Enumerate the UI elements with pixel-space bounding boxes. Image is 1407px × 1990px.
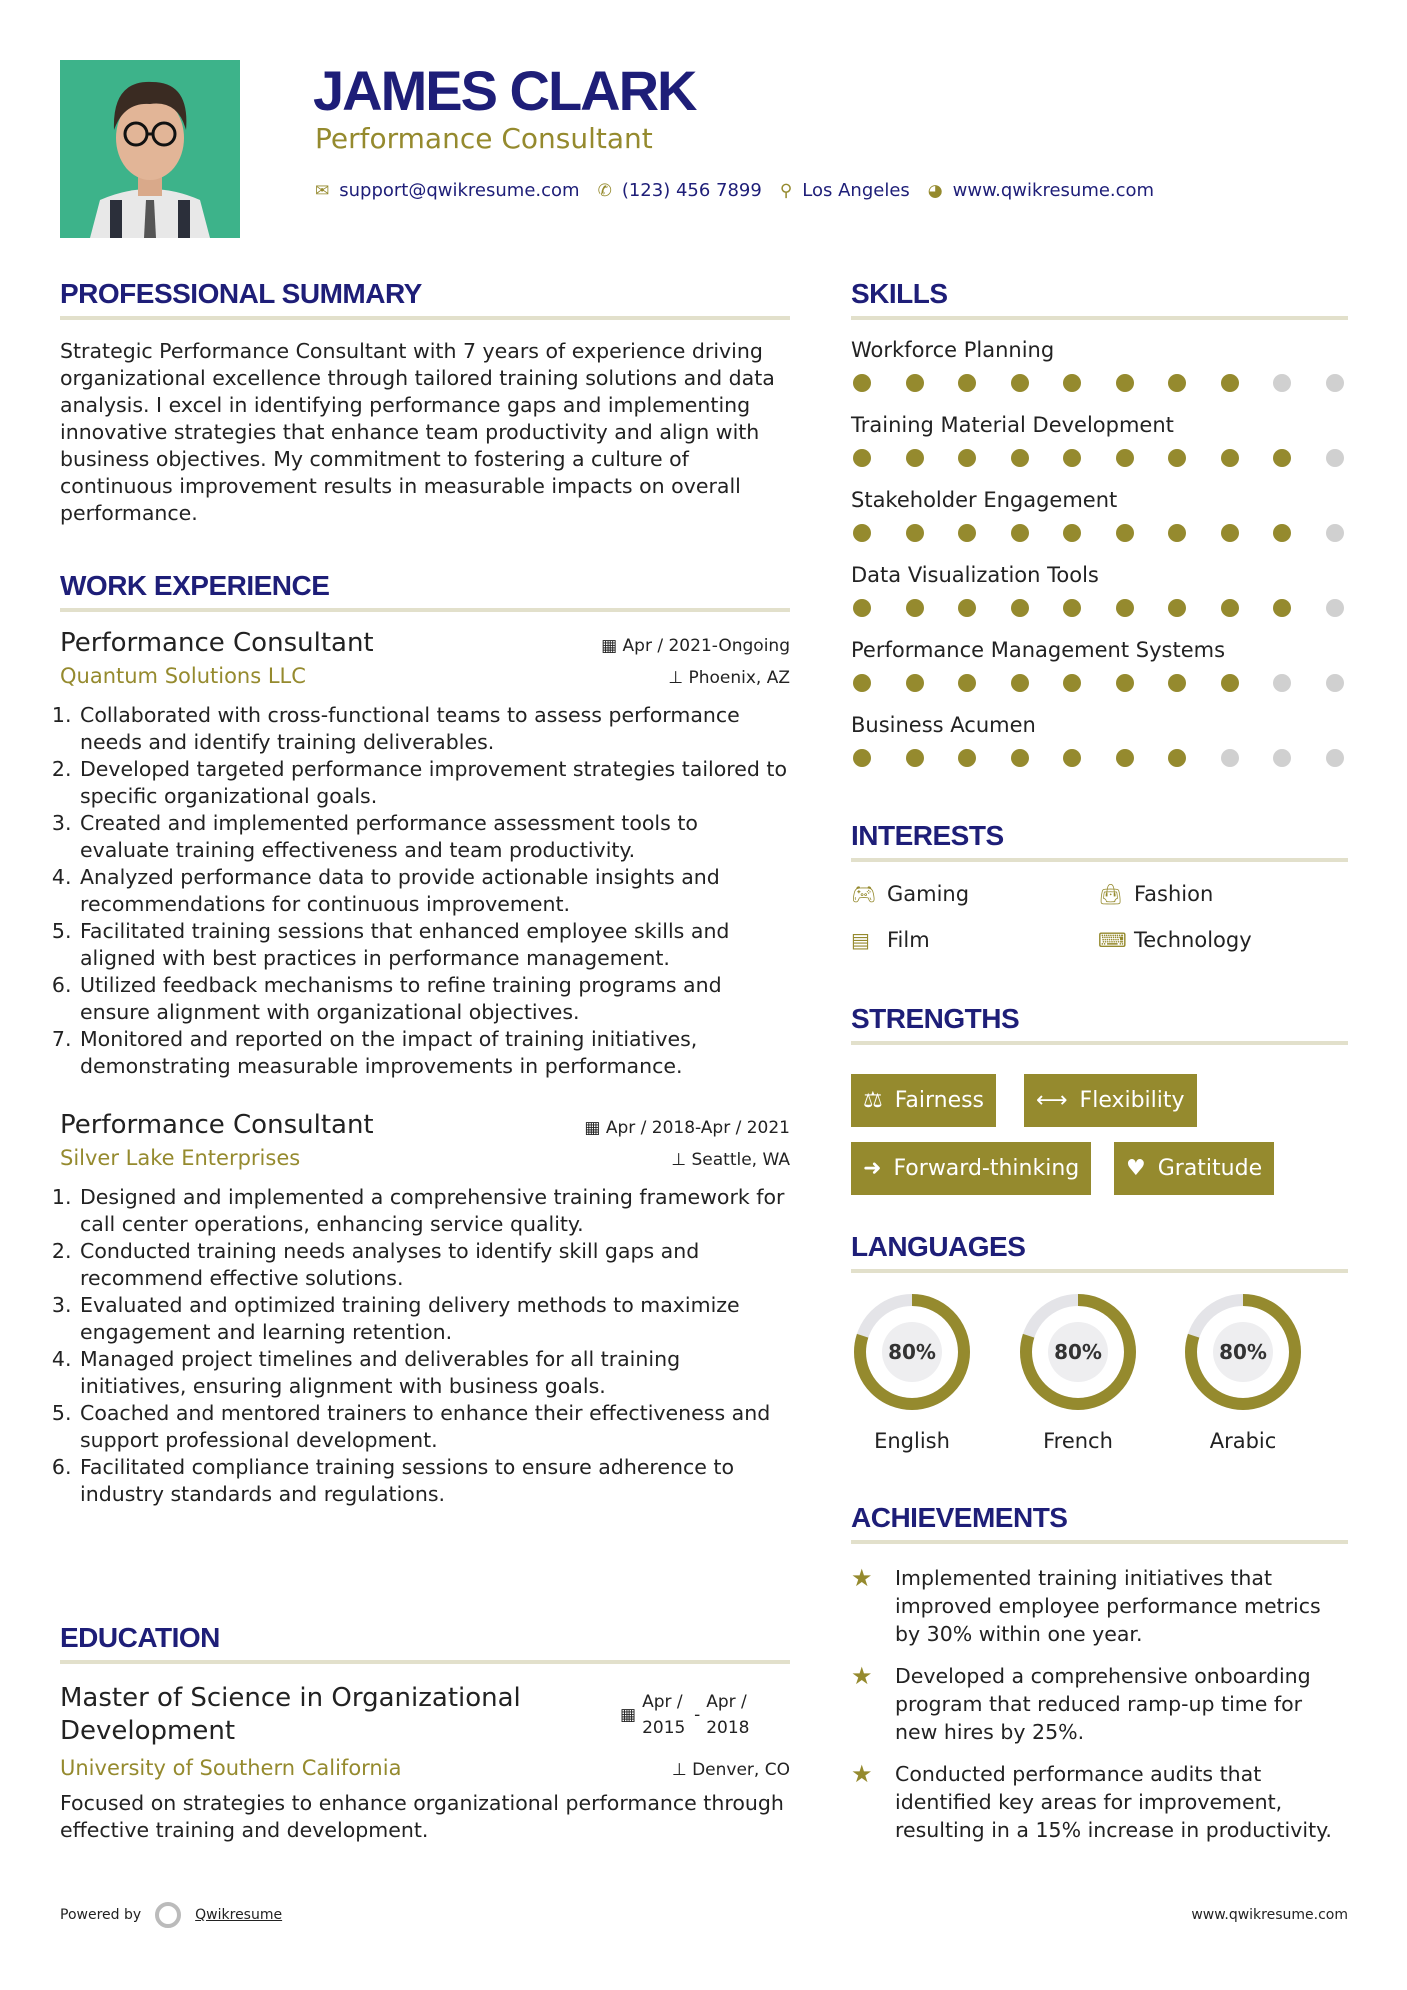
skill-name: Data Visualization Tools (851, 563, 1099, 587)
rating-dot-empty (1273, 374, 1291, 392)
rating-dot-empty (1221, 749, 1239, 767)
star-icon: ★ (851, 1760, 873, 1788)
achievement-item (851, 1564, 1348, 1648)
skill-rating (851, 674, 1348, 692)
rating-dot-filled (1168, 374, 1186, 392)
section-heading: WORK EXPERIENCE (60, 570, 790, 612)
language-percent: 80% (1054, 1340, 1102, 1364)
rating-dot-filled (958, 524, 976, 542)
language-name: French (1043, 1429, 1113, 1453)
strength-label: Flexibility (1079, 1088, 1185, 1113)
strength-gratitude (1114, 1142, 1274, 1195)
contact-website[interactable]: www.qwikresume.com (952, 180, 1155, 201)
rating-dot-filled (1063, 449, 1081, 467)
achievement-text: Implemented training initiatives that improved employee performance metrics by 30% within one year. (895, 1566, 1321, 1646)
rating-dot-filled (1221, 524, 1239, 542)
achievement-item (851, 1662, 1348, 1746)
rating-dot-filled (1221, 449, 1239, 467)
bullet: 5. Facilitated training sessions that enhanced employee skills and aligned with best practices in performance management. (78, 918, 790, 972)
rating-dot-filled (1063, 599, 1081, 617)
rating-dot-filled (1168, 749, 1186, 767)
contact-location: Los Angeles (802, 180, 910, 201)
bullet: 1. Designed and implemented a comprehensive training framework for call center operations, enhancing service quality. (78, 1184, 790, 1238)
rating-dot-filled (906, 374, 924, 392)
skill-item (851, 338, 1348, 413)
skill-name: Workforce Planning (851, 338, 1055, 362)
candidate-title: Performance Consultant (315, 122, 653, 155)
language-ring (1017, 1291, 1139, 1413)
rating-dot-filled (906, 524, 924, 542)
company-name: Silver Lake Enterprises (60, 1146, 301, 1170)
rating-dot-filled (906, 674, 924, 692)
bullet: 7. Monitored and reported on the impact of training initiatives, demonstrating measurable improvements in performance. (78, 1026, 790, 1080)
contact-bar (315, 180, 1154, 201)
rating-dot-empty (1326, 449, 1344, 467)
brand-link[interactable]: Qwikresume (195, 1907, 283, 1923)
powered-by-label: Powered by (60, 1907, 142, 1923)
strength-fairness (851, 1074, 996, 1127)
section-heading: LANGUAGES (851, 1231, 1348, 1273)
edu-end: Apr / 2018 (706, 1692, 750, 1738)
pin-icon: ⊥ (671, 1760, 693, 1780)
language-name: Arabic (1209, 1429, 1277, 1453)
interest-label: Gaming (887, 882, 970, 906)
rating-dot-empty (1326, 524, 1344, 542)
laptop-icon: ⌨ (1098, 928, 1127, 952)
school-name: University of Southern California (60, 1756, 402, 1780)
contact-phone: (123) 456 7899 (621, 180, 762, 201)
footer-website[interactable]: www.qwikresume.com (1191, 1907, 1348, 1923)
qwikresume-logo-icon (155, 1902, 181, 1928)
language-french (1017, 1291, 1139, 1453)
rating-dot-filled (853, 599, 871, 617)
strength-label: Forward-thinking (893, 1156, 1080, 1181)
bullet: 2. Conducted training needs analyses to identify skill gaps and recommend effective solutions. (78, 1238, 790, 1292)
rating-dot-empty (1273, 749, 1291, 767)
language-english (851, 1291, 973, 1453)
shopping-bag-icon: 👜︎ (1098, 882, 1124, 906)
interest-label: Fashion (1134, 882, 1214, 906)
bullet: 1. Collaborated with cross-functional teams to assess performance needs and identify training deliverables. (78, 702, 790, 756)
interest-label: Film (887, 928, 930, 952)
strength-label: Fairness (894, 1088, 985, 1113)
rating-dot-filled (853, 374, 871, 392)
strengths-section (851, 1003, 1348, 1203)
rating-dot-filled (1011, 449, 1029, 467)
skill-item (851, 638, 1348, 713)
rating-dot-filled (958, 374, 976, 392)
achievement-text: Developed a comprehensive onboarding program that reduced ramp-up time for new hires by 25%. (895, 1664, 1311, 1744)
strength-forward-thinking (851, 1142, 1091, 1195)
skills-section (851, 278, 1348, 788)
rating-dot-empty (1326, 599, 1344, 617)
languages-section (851, 1231, 1348, 1471)
skill-rating (851, 449, 1348, 467)
skills-list (851, 338, 1348, 788)
film-icon: ▤ (851, 928, 870, 952)
rating-dot-filled (1168, 449, 1186, 467)
rating-dot-filled (1221, 374, 1239, 392)
section-heading: EDUCATION (60, 1622, 790, 1664)
edu-description: Focused on strategies to enhance organizational performance through effective training and development. (60, 1791, 784, 1842)
rating-dot-filled (1221, 599, 1239, 617)
candidate-name: JAMES CLARK (313, 59, 696, 122)
language-ring (1182, 1291, 1304, 1413)
rating-dot-empty (1273, 674, 1291, 692)
rating-dot-empty (1326, 749, 1344, 767)
pin-icon: ⊥ (668, 668, 689, 688)
job-dates: Apr / 2021-Ongoing (622, 636, 790, 656)
rating-dot-filled (1011, 599, 1029, 617)
rating-dot-filled (1273, 524, 1291, 542)
skill-item (851, 713, 1348, 788)
rating-dot-filled (1011, 674, 1029, 692)
bullet: 2. Developed targeted performance improvement strategies tailored to specific organizational goals. (78, 756, 790, 810)
calendar-icon: ▦ (620, 1705, 637, 1725)
education-section (60, 1622, 790, 1844)
rating-dot-filled (1116, 599, 1134, 617)
balance-scale-icon: ⚖ (863, 1088, 883, 1113)
experience-section (60, 570, 790, 1508)
rating-dot-filled (853, 749, 871, 767)
job-title: Performance Consultant (60, 1110, 374, 1140)
skill-name: Training Material Development (851, 413, 1174, 437)
bullet: 4. Analyzed performance data to provide actionable insights and recommendations for continuous improvement. (78, 864, 790, 918)
rating-dot-filled (1011, 524, 1029, 542)
rating-dot-empty (1326, 674, 1344, 692)
bullet: 5. Coached and mentored trainers to enhance their effectiveness and support professional development. (78, 1400, 790, 1454)
job-dates: Apr / 2018-Apr / 2021 (605, 1118, 790, 1138)
job-location: Phoenix, AZ (688, 668, 790, 688)
edu-location: Denver, CO (692, 1760, 790, 1780)
rating-dot-filled (906, 449, 924, 467)
rating-dot-filled (958, 449, 976, 467)
job-title: Performance Consultant (60, 628, 374, 658)
language-ring (851, 1291, 973, 1413)
summary-text: Strategic Performance Consultant with 7 years of experience driving organizational excellence through tailored training solutions and data analysis. I excel in identifying performance gaps and implementing innovative strategies that enhance team productivity and align with business objectives. My commitment to fostering a culture of continuous improvement results in measurable impacts on overall performance. (60, 339, 775, 525)
rating-dot-filled (1273, 599, 1291, 617)
rating-dot-filled (958, 674, 976, 692)
skill-name: Stakeholder Engagement (851, 488, 1118, 512)
section-heading: STRENGTHS (851, 1003, 1348, 1045)
strength-label: Gratitude (1157, 1156, 1263, 1181)
rating-dot-filled (958, 749, 976, 767)
interest-film (851, 928, 930, 952)
arrows-h-icon: ⟷ (1036, 1088, 1068, 1113)
degree: Master of Science in Organizational Development (60, 1683, 521, 1746)
section-heading: ACHIEVEMENTS (851, 1502, 1348, 1544)
skill-rating (851, 524, 1348, 542)
language-arabic (1182, 1291, 1304, 1453)
rating-dot-filled (1063, 749, 1081, 767)
skill-rating (851, 599, 1348, 617)
star-icon: ★ (851, 1564, 873, 1592)
date-separator: - (694, 1705, 701, 1725)
language-name: English (874, 1429, 950, 1453)
rating-dot-filled (1116, 524, 1134, 542)
job-bullets (60, 1184, 790, 1508)
map-marker-icon: ⚲ (779, 180, 793, 201)
rating-dot-filled (1116, 449, 1134, 467)
rating-dot-filled (1116, 674, 1134, 692)
rating-dot-filled (1063, 524, 1081, 542)
company-name: Quantum Solutions LLC (60, 664, 306, 688)
bullet: 3. Evaluated and optimized training delivery methods to maximize engagement and learning retention. (78, 1292, 790, 1346)
calendar-icon: ▦ (601, 636, 623, 656)
skill-item (851, 563, 1348, 638)
bullet: 6. Facilitated compliance training sessions to ensure adherence to industry standards and regulations. (78, 1454, 790, 1508)
arrow-right-icon: ➜ (863, 1156, 882, 1181)
contact-email[interactable]: support@qwikresume.com (339, 180, 580, 201)
calendar-icon: ▦ (584, 1118, 606, 1138)
rating-dot-filled (1168, 674, 1186, 692)
section-heading: SKILLS (851, 278, 1348, 320)
language-percent: 80% (1219, 1340, 1267, 1364)
rating-dot-filled (906, 599, 924, 617)
rating-dot-filled (1168, 599, 1186, 617)
skill-name: Performance Management Systems (851, 638, 1226, 662)
strength-flexibility (1024, 1074, 1197, 1127)
edu-start: Apr / 2015 (642, 1692, 686, 1738)
achievement-text: Conducted performance audits that identified key areas for improvement, resulting in a 15% increase in productivity. (895, 1762, 1332, 1842)
skill-rating (851, 749, 1348, 767)
language-percent: 80% (888, 1340, 936, 1364)
summary-section (60, 278, 790, 527)
job-entry (60, 628, 790, 1080)
rating-dot-filled (1168, 524, 1186, 542)
rating-dot-filled (1063, 374, 1081, 392)
interest-label: Technology (1134, 928, 1252, 952)
skill-name: Business Acumen (851, 713, 1036, 737)
rating-dot-filled (958, 599, 976, 617)
interest-technology (1098, 928, 1252, 952)
rating-dot-filled (853, 524, 871, 542)
section-heading: PROFESSIONAL SUMMARY (60, 278, 790, 320)
job-location: Seattle, WA (691, 1150, 790, 1170)
bullet: 3. Created and implemented performance assessment tools to evaluate training effectiveness and team productivity. (78, 810, 790, 864)
rating-dot-filled (853, 449, 871, 467)
interest-fashion (1098, 882, 1213, 906)
job-entry (60, 1110, 790, 1508)
skill-item (851, 413, 1348, 488)
achievement-item (851, 1760, 1348, 1844)
rating-dot-filled (1273, 449, 1291, 467)
rating-dot-filled (1011, 374, 1029, 392)
bullet: 6. Utilized feedback mechanisms to refine training programs and ensure alignment with organizational objectives. (78, 972, 790, 1026)
section-heading: INTERESTS (851, 820, 1348, 862)
rating-dot-filled (1221, 674, 1239, 692)
star-icon: ★ (851, 1662, 873, 1690)
profile-photo (60, 60, 240, 238)
rating-dot-filled (1116, 374, 1134, 392)
bullet: 4. Managed project timelines and deliverables for all training initiatives, ensuring alignment with business goals. (78, 1346, 790, 1400)
interest-gaming (851, 882, 969, 906)
globe-icon: ◕ (927, 180, 943, 201)
rating-dot-filled (853, 674, 871, 692)
heart-icon: ♥ (1126, 1156, 1146, 1181)
rating-dot-filled (1011, 749, 1029, 767)
gamepad-icon: 🎮︎ (851, 882, 877, 906)
rating-dot-filled (1116, 749, 1134, 767)
skill-item (851, 488, 1348, 563)
rating-dot-filled (1063, 674, 1081, 692)
rating-dot-empty (1326, 374, 1344, 392)
pin-icon: ⊥ (671, 1150, 692, 1170)
interests-section (851, 820, 1348, 970)
skill-rating (851, 374, 1348, 392)
rating-dot-filled (906, 749, 924, 767)
job-bullets (60, 702, 790, 1080)
achievements-section (851, 1502, 1348, 1858)
footer-powered (60, 1902, 282, 1928)
phone-icon: ✆ (597, 180, 612, 201)
envelope-icon: ✉ (315, 180, 330, 201)
